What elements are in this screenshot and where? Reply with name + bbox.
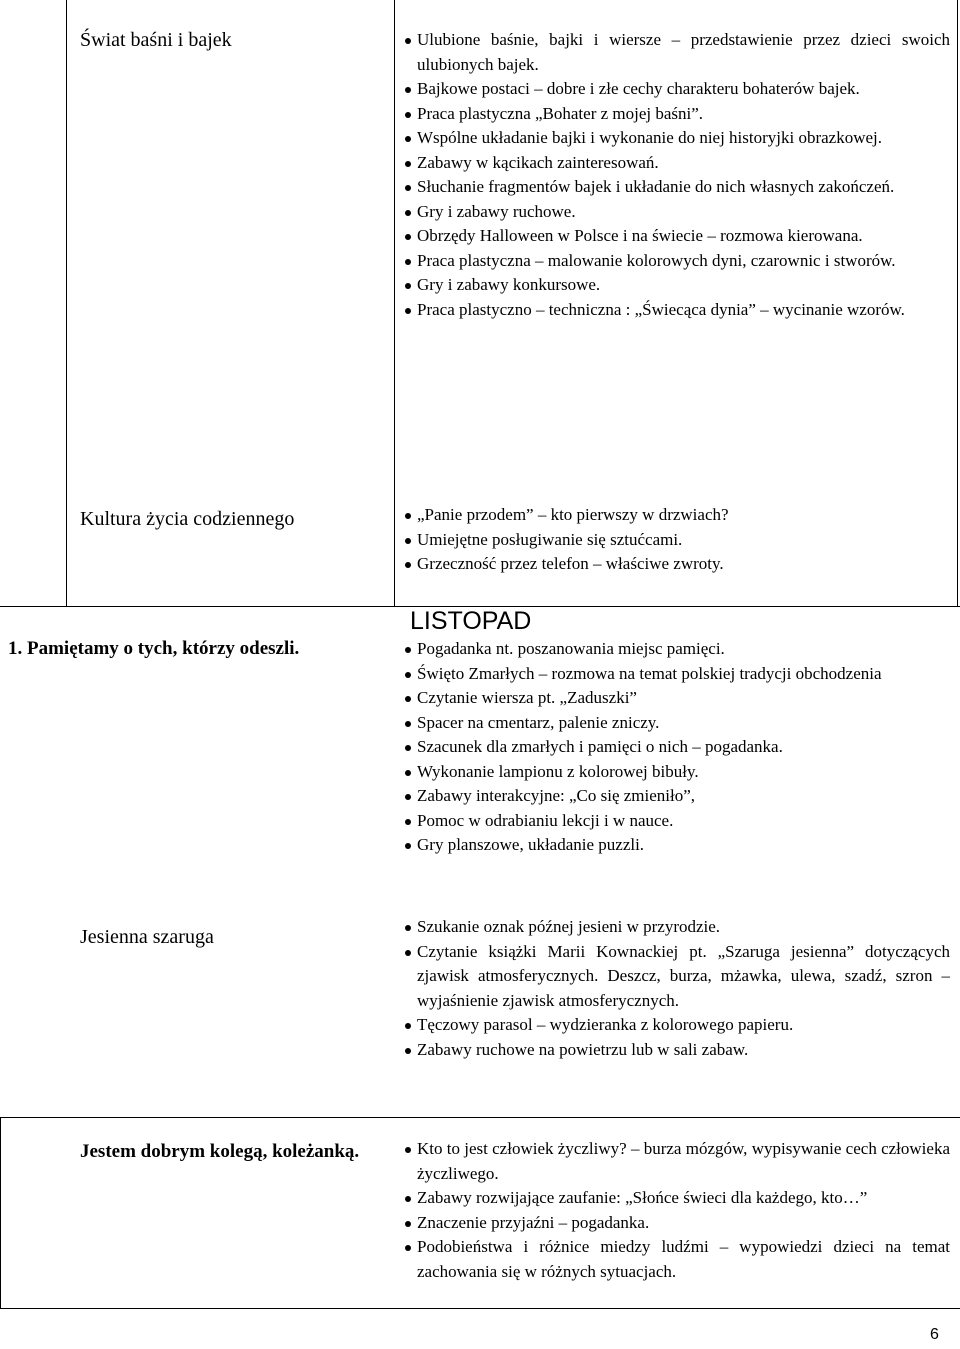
list-item-text: Zabawy interakcyjne: „Co się zmieniło”, <box>417 786 696 805</box>
list-item <box>405 273 950 298</box>
list-item-text: Kto to jest człowiek życzliwy? – burza mózgów, wypisywanie cech człowieka życzliwego. <box>417 1139 950 1183</box>
list-item-text: Bajkowe postaci – dobre i złe cechy charakteru bohaterów bajek. <box>417 79 860 98</box>
list-item-text: Zabawy ruchowe na powietrzu lub w sali zabaw. <box>417 1039 749 1059</box>
list-item <box>405 175 950 200</box>
topic-jesienna-szaruga: Jesienna szaruga <box>80 926 214 948</box>
bullet-icon <box>405 1245 411 1251</box>
list-item-text: Podobieństwa i różnice miedzy ludźmi – wypowiedzi dzieci na temat zachowania się w różnych sytuacjach. <box>417 1237 950 1281</box>
list-item <box>405 1137 950 1186</box>
list-item <box>405 28 950 77</box>
list-item-text: Gry i zabawy konkursowe. <box>417 275 601 294</box>
list-item-text: Czytanie książki Marii Kownackiej pt. „Szaruga jesienna” dotyczących zjawisk atmosferycznych. Deszcz, burza, mżawka, ulewa, szadź, szron – wyjaśnienie zjawisk atmosferycznych. <box>417 941 950 1010</box>
bullet-icon <box>405 136 411 142</box>
list-item <box>405 637 950 662</box>
list-item-text: Czytanie wiersza pt. „Zaduszki” <box>417 688 637 707</box>
bullet-icon <box>405 185 411 191</box>
activities-list-pamietamy <box>405 637 950 858</box>
bullet-icon <box>405 210 411 216</box>
bullet-icon <box>405 647 411 653</box>
list-item <box>405 1038 950 1063</box>
list-item-text: Praca plastyczna „Bohater z mojej baśni”. <box>417 103 704 123</box>
list-item <box>405 1211 950 1236</box>
bullet-icon <box>405 112 411 118</box>
list-item <box>405 711 950 736</box>
bullet-icon <box>405 770 411 776</box>
list-item <box>405 224 950 249</box>
list-item <box>405 77 950 102</box>
list-item-text: Gry i zabawy ruchowe. <box>417 201 576 221</box>
table-border-right-top <box>957 0 958 606</box>
list-item-text: Szukanie oznak późnej jesieni w przyrodzie. <box>417 917 721 936</box>
list-item-text: Znaczenie przyjaźni – pogadanka. <box>417 1212 650 1232</box>
list-item-text: Umiejętne posługiwanie się sztućcami. <box>417 529 683 549</box>
list-item-text: Obrzędy Halloween w Polsce i na świecie – rozmowa kierowana. <box>417 226 863 245</box>
table-border-left-bottom <box>0 1117 1 1309</box>
table-border-left-top <box>66 0 67 606</box>
list-item <box>405 200 950 225</box>
table-border-mid-top <box>394 0 395 606</box>
list-item-text: Święto Zmarłych – rozmowa na temat polskiej tradycji obchodzenia <box>417 663 882 683</box>
bullet-icon <box>405 672 411 678</box>
bullet-icon <box>405 794 411 800</box>
activities-list-dobry-kolega <box>405 1137 950 1284</box>
topic-swiat-basni: Świat baśni i bajek <box>80 29 232 51</box>
bullet-icon <box>405 513 411 519</box>
list-item <box>405 735 950 760</box>
list-item-text: Pogadanka nt. poszanowania miejsc pamięci. <box>417 639 725 658</box>
month-title: LISTOPAD <box>410 607 532 635</box>
topic-dobry-kolega: Jestem dobrym kolegą, koleżanką. <box>80 1141 360 1162</box>
list-item <box>405 1235 950 1284</box>
activities-list-jesienna-szaruga <box>405 915 950 1062</box>
bullet-icon <box>405 283 411 289</box>
list-item-text: Zabawy w kącikach zainteresowań. <box>417 152 659 172</box>
list-item <box>405 151 950 176</box>
list-item <box>405 126 950 151</box>
bullet-icon <box>405 259 411 265</box>
list-item <box>405 940 950 1014</box>
list-item-text: Pomoc w odrabianiu lekcji i w nauce. <box>417 810 674 830</box>
list-item <box>405 503 950 528</box>
list-item-text: Zabawy rozwijające zaufanie: „Słońce świeci dla każdego, kto…” <box>417 1188 868 1207</box>
list-item-text: Praca plastyczna – malowanie kolorowych dyni, czarownic i stworów. <box>417 250 896 270</box>
bullet-icon <box>405 819 411 825</box>
list-item-text: Ulubione baśnie, bajki i wiersze – przedstawienie przez dzieci swoich ulubionych bajek. <box>417 30 950 74</box>
bullet-icon <box>405 1048 411 1054</box>
bullet-icon <box>405 950 411 956</box>
list-item-text: Tęczowy parasol – wydzieranka z kolorowego papieru. <box>417 1015 794 1034</box>
bullet-icon <box>405 538 411 544</box>
list-item-text: „Panie przodem” – kto pierwszy w drzwiach? <box>417 505 729 524</box>
activities-list-swiat-basni <box>405 28 950 322</box>
list-item <box>405 298 950 323</box>
list-item-text: Szacunek dla zmarłych i pamięci o nich – pogadanka. <box>417 737 783 756</box>
bullet-icon <box>405 1147 411 1153</box>
list-item <box>405 784 950 809</box>
bullet-icon <box>405 925 411 931</box>
bullet-icon <box>405 308 411 314</box>
list-item <box>405 760 950 785</box>
activities-list-kultura-zycia <box>405 503 950 577</box>
topic-kultura-zycia: Kultura życia codziennego <box>80 508 295 530</box>
list-item <box>405 1186 950 1211</box>
list-item-text: Wykonanie lampionu z kolorowej bibuły. <box>417 761 699 781</box>
list-item-text: Słuchanie fragmentów bajek i układanie do nich własnych zakończeń. <box>417 177 895 196</box>
bullet-icon <box>405 843 411 849</box>
list-item <box>405 1013 950 1038</box>
topic-pamietamy: 1. Pamiętamy o tych, którzy odeszli. <box>8 638 300 659</box>
list-item <box>405 833 950 858</box>
list-item <box>405 102 950 127</box>
bullet-icon <box>405 562 411 568</box>
list-item <box>405 809 950 834</box>
list-item <box>405 528 950 553</box>
bullet-icon <box>405 696 411 702</box>
bullet-icon <box>405 745 411 751</box>
bullet-icon <box>405 1196 411 1202</box>
list-item <box>405 915 950 940</box>
list-item-text: Grzeczność przez telefon – właściwe zwroty. <box>417 554 724 573</box>
bullet-icon <box>405 721 411 727</box>
list-item-text: Spacer na cmentarz, palenie zniczy. <box>417 712 660 732</box>
bullet-icon <box>405 87 411 93</box>
table-bottom-border-bottom <box>0 1308 960 1309</box>
bullet-icon <box>405 1221 411 1227</box>
list-item-text: Praca plastyczno – techniczna : „Świecąca dynia” – wycinanie wzorów. <box>417 299 905 319</box>
table-top-border-bottom <box>0 1117 960 1118</box>
bullet-icon <box>405 1023 411 1029</box>
list-item <box>405 249 950 274</box>
bullet-icon <box>405 234 411 240</box>
bullet-icon <box>405 38 411 44</box>
bullet-icon <box>405 161 411 167</box>
page-number: 6 <box>930 1326 939 1343</box>
list-item <box>405 662 950 687</box>
list-item-text: Gry planszowe, układanie puzzli. <box>417 835 645 854</box>
list-item <box>405 686 950 711</box>
list-item <box>405 552 950 577</box>
list-item-text: Wspólne układanie bajki i wykonanie do niej historyjki obrazkowej. <box>417 128 883 147</box>
